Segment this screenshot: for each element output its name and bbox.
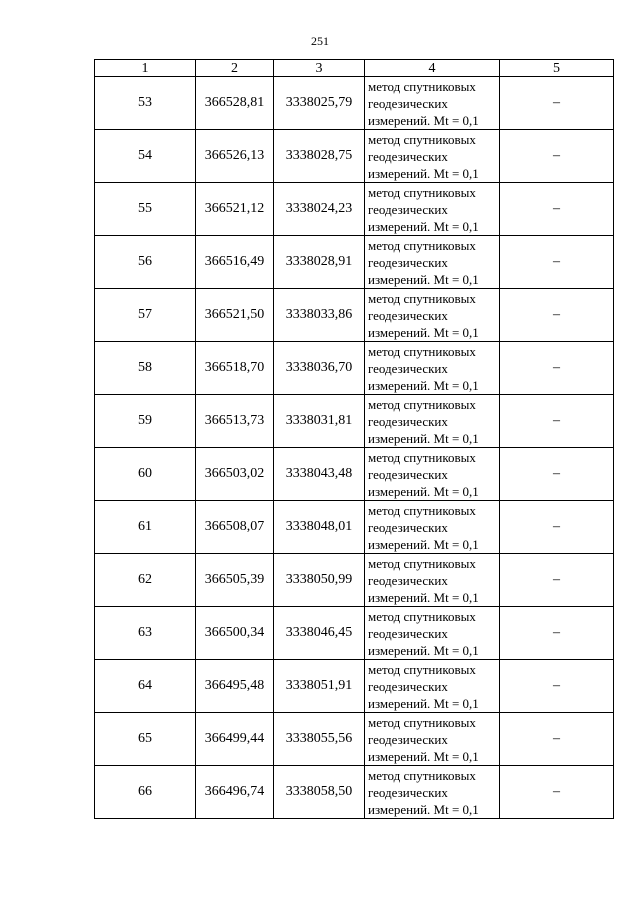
method-cell	[365, 766, 500, 819]
x-coordinate-cell: 366499,44	[196, 713, 274, 766]
table-row	[95, 130, 614, 183]
method-line: измерений. Mt = 0,1	[368, 801, 479, 817]
method-line: измерений. Mt = 0,1	[368, 483, 479, 499]
table-row	[95, 77, 614, 130]
method-cell	[365, 342, 500, 395]
method-line: метод спутниковых	[368, 714, 476, 730]
note-cell: –	[500, 766, 614, 819]
note-cell: –	[500, 289, 614, 342]
x-coordinate-cell: 366521,12	[196, 183, 274, 236]
y-coordinate-cell: 3338051,91	[274, 660, 365, 713]
header-col-2: 2	[196, 60, 274, 77]
point-number-cell: 63	[95, 607, 196, 660]
method-line: геодезических	[368, 254, 448, 270]
x-coordinate-cell: 366521,50	[196, 289, 274, 342]
x-coordinate-cell: 366518,70	[196, 342, 274, 395]
y-coordinate-cell: 3338033,86	[274, 289, 365, 342]
method-line: геодезических	[368, 201, 448, 217]
note-cell: –	[500, 395, 614, 448]
method-line: геодезических	[368, 572, 448, 588]
y-coordinate-cell: 3338055,56	[274, 713, 365, 766]
note-cell: –	[500, 660, 614, 713]
y-coordinate-cell: 3338058,50	[274, 766, 365, 819]
x-coordinate-cell: 366528,81	[196, 77, 274, 130]
coordinates-table	[94, 59, 614, 819]
point-number-cell: 66	[95, 766, 196, 819]
method-line: метод спутниковых	[368, 449, 476, 465]
point-number-cell: 60	[95, 448, 196, 501]
table-row	[95, 183, 614, 236]
method-line: измерений. Mt = 0,1	[368, 642, 479, 658]
point-number-cell: 61	[95, 501, 196, 554]
method-line: метод спутниковых	[368, 767, 476, 783]
method-cell	[365, 607, 500, 660]
method-line: измерений. Mt = 0,1	[368, 112, 479, 128]
point-number-cell: 57	[95, 289, 196, 342]
point-number-cell: 65	[95, 713, 196, 766]
method-line: метод спутниковых	[368, 555, 476, 571]
y-coordinate-cell: 3338025,79	[274, 77, 365, 130]
y-coordinate-cell: 3338043,48	[274, 448, 365, 501]
header-col-1: 1	[95, 60, 196, 77]
note-cell: –	[500, 77, 614, 130]
table-row	[95, 395, 614, 448]
method-line: измерений. Mt = 0,1	[368, 589, 479, 605]
method-cell	[365, 660, 500, 713]
x-coordinate-cell: 366505,39	[196, 554, 274, 607]
x-coordinate-cell: 366508,07	[196, 501, 274, 554]
x-coordinate-cell: 366496,74	[196, 766, 274, 819]
method-line: измерений. Mt = 0,1	[368, 218, 479, 234]
table-row	[95, 501, 614, 554]
note-cell: –	[500, 448, 614, 501]
y-coordinate-cell: 3338048,01	[274, 501, 365, 554]
method-line: геодезических	[368, 678, 448, 694]
header-col-4: 4	[365, 60, 500, 77]
method-line: измерений. Mt = 0,1	[368, 695, 479, 711]
table-row	[95, 236, 614, 289]
x-coordinate-cell: 366503,02	[196, 448, 274, 501]
note-cell: –	[500, 713, 614, 766]
point-number-cell: 53	[95, 77, 196, 130]
table-row	[95, 289, 614, 342]
method-cell	[365, 501, 500, 554]
y-coordinate-cell: 3338050,99	[274, 554, 365, 607]
method-line: метод спутниковых	[368, 396, 476, 412]
method-line: геодезических	[368, 466, 448, 482]
y-coordinate-cell: 3338036,70	[274, 342, 365, 395]
method-line: метод спутниковых	[368, 184, 476, 200]
method-line: измерений. Mt = 0,1	[368, 430, 479, 446]
header-row	[95, 60, 614, 77]
method-line: измерений. Mt = 0,1	[368, 324, 479, 340]
point-number-cell: 62	[95, 554, 196, 607]
note-cell: –	[500, 183, 614, 236]
note-cell: –	[500, 501, 614, 554]
method-line: метод спутниковых	[368, 661, 476, 677]
method-line: измерений. Mt = 0,1	[368, 271, 479, 287]
x-coordinate-cell: 366516,49	[196, 236, 274, 289]
method-line: метод спутниковых	[368, 78, 476, 94]
header-col-5: 5	[500, 60, 614, 77]
method-line: метод спутниковых	[368, 343, 476, 359]
x-coordinate-cell: 366513,73	[196, 395, 274, 448]
note-cell: –	[500, 236, 614, 289]
table-row	[95, 660, 614, 713]
method-line: измерений. Mt = 0,1	[368, 377, 479, 393]
y-coordinate-cell: 3338031,81	[274, 395, 365, 448]
method-cell	[365, 130, 500, 183]
method-line: геодезических	[368, 95, 448, 111]
y-coordinate-cell: 3338028,91	[274, 236, 365, 289]
table-row	[95, 713, 614, 766]
table-row	[95, 607, 614, 660]
method-line: геодезических	[368, 784, 448, 800]
method-cell	[365, 395, 500, 448]
note-cell: –	[500, 342, 614, 395]
method-line: метод спутниковых	[368, 237, 476, 253]
point-number-cell: 59	[95, 395, 196, 448]
method-cell	[365, 289, 500, 342]
method-line: измерений. Mt = 0,1	[368, 165, 479, 181]
method-cell	[365, 713, 500, 766]
point-number-cell: 55	[95, 183, 196, 236]
y-coordinate-cell: 3338028,75	[274, 130, 365, 183]
x-coordinate-cell: 366526,13	[196, 130, 274, 183]
method-line: геодезических	[368, 148, 448, 164]
table-body	[95, 77, 614, 819]
method-cell	[365, 236, 500, 289]
method-cell	[365, 77, 500, 130]
point-number-cell: 64	[95, 660, 196, 713]
method-line: геодезических	[368, 307, 448, 323]
point-number-cell: 56	[95, 236, 196, 289]
method-line: геодезических	[368, 519, 448, 535]
table-header	[95, 60, 614, 77]
table-row	[95, 766, 614, 819]
method-cell	[365, 554, 500, 607]
header-col-3: 3	[274, 60, 365, 77]
note-cell: –	[500, 554, 614, 607]
table-row	[95, 342, 614, 395]
point-number-cell: 58	[95, 342, 196, 395]
y-coordinate-cell: 3338046,45	[274, 607, 365, 660]
method-line: метод спутниковых	[368, 131, 476, 147]
note-cell: –	[500, 130, 614, 183]
y-coordinate-cell: 3338024,23	[274, 183, 365, 236]
method-cell	[365, 183, 500, 236]
method-line: метод спутниковых	[368, 290, 476, 306]
method-line: геодезических	[368, 413, 448, 429]
note-cell: –	[500, 607, 614, 660]
method-line: метод спутниковых	[368, 502, 476, 518]
point-number-cell: 54	[95, 130, 196, 183]
x-coordinate-cell: 366495,48	[196, 660, 274, 713]
page-number: 251	[311, 34, 329, 48]
x-coordinate-cell: 366500,34	[196, 607, 274, 660]
table-row	[95, 448, 614, 501]
method-line: геодезических	[368, 360, 448, 376]
method-line: измерений. Mt = 0,1	[368, 536, 479, 552]
method-cell	[365, 448, 500, 501]
table-row	[95, 554, 614, 607]
method-line: геодезических	[368, 625, 448, 641]
method-line: метод спутниковых	[368, 608, 476, 624]
method-line: геодезических	[368, 731, 448, 747]
method-line: измерений. Mt = 0,1	[368, 748, 479, 764]
